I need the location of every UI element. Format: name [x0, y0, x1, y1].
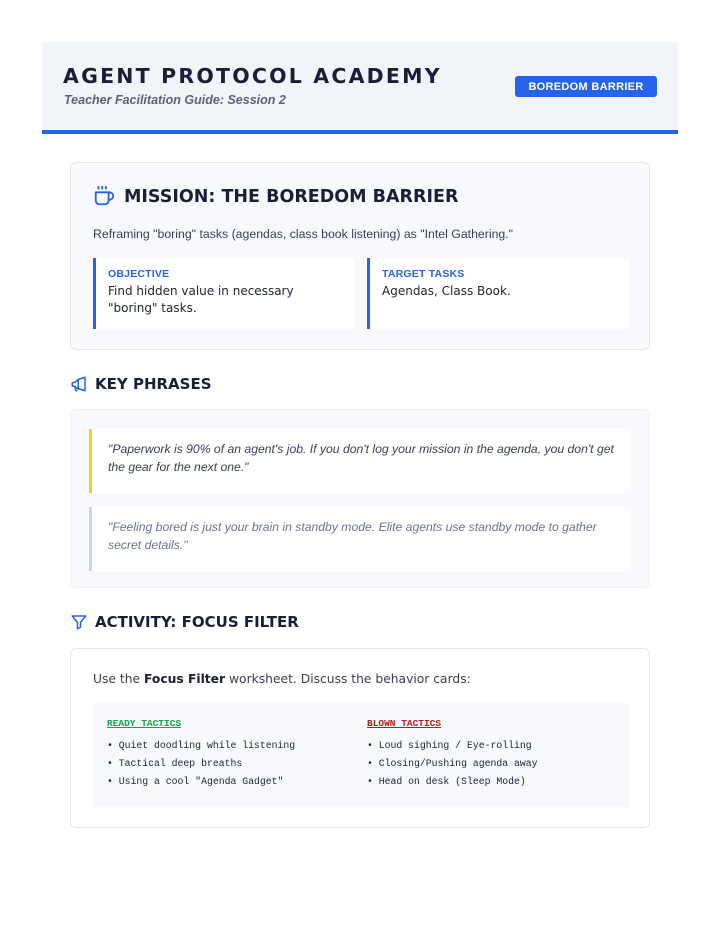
activity-intro — [93, 672, 471, 686]
page-title: AGENT PROTOCOL ACADEMY — [63, 64, 442, 88]
blown-tactics-column — [367, 718, 538, 791]
megaphone-icon — [70, 375, 88, 393]
target-tasks-value: Agendas, Class Book. — [382, 284, 511, 298]
blown-tactic-item: • Loud sighing / Eye-rolling — [367, 740, 532, 751]
funnel-icon — [70, 613, 88, 631]
session-badge: BOREDOM BARRIER — [515, 76, 657, 97]
ready-tactics-column — [107, 718, 295, 791]
activity-card — [70, 648, 650, 828]
key-phrase-quote: "Feeling bored is just your brain in standby mode. Elite agents use standby mode to gather secret details." — [89, 507, 631, 571]
activity-intro-suffix: worksheet. Discuss the behavior cards: — [225, 672, 471, 686]
ready-tactic-item: • Quiet doodling while listening — [107, 740, 296, 751]
objective-box — [93, 258, 355, 329]
blown-tactics-label: BLOWN TACTICS — [367, 718, 442, 729]
page-header — [42, 42, 678, 134]
objective-label: OBJECTIVE — [108, 268, 170, 280]
behavior-cards — [93, 703, 629, 807]
blown-tactic-item: • Closing/Pushing agenda away — [367, 758, 538, 769]
activity-intro-prefix: Use the — [93, 672, 144, 686]
objective-value: Find hidden value in necessary "boring" tasks. — [108, 284, 294, 315]
target-tasks-label: TARGET TASKS — [382, 268, 465, 280]
coffee-cup-icon — [93, 185, 115, 207]
worksheet-name: Focus Filter — [143, 672, 226, 686]
ready-tactics-label: READY TACTICS — [107, 718, 182, 729]
mission-description: Reframing "boring" tasks (agendas, class book listening) as "Intel Gathering." — [93, 227, 514, 241]
page-subtitle: Teacher Facilitation Guide: Session 2 — [64, 93, 286, 107]
mission-card — [70, 162, 650, 350]
key-phrases-heading: KEY PHRASES — [95, 375, 212, 393]
key-phrases-card — [70, 409, 650, 588]
target-tasks-box — [367, 258, 629, 329]
mission-title: MISSION: THE BOREDOM BARRIER — [124, 187, 459, 207]
ready-tactic-item: • Tactical deep breaths — [107, 758, 243, 769]
key-phrase-quote: "Paperwork is 90% of an agent's job. If you don't log your mission in the agenda, you don't get the gear for the next one." — [89, 429, 631, 493]
ready-tactic-item: • Using a cool "Agenda Gadget" — [107, 776, 284, 787]
blown-tactic-item: • Head on desk (Sleep Mode) — [367, 776, 526, 787]
activity-heading: ACTIVITY: FOCUS FILTER — [95, 613, 299, 631]
